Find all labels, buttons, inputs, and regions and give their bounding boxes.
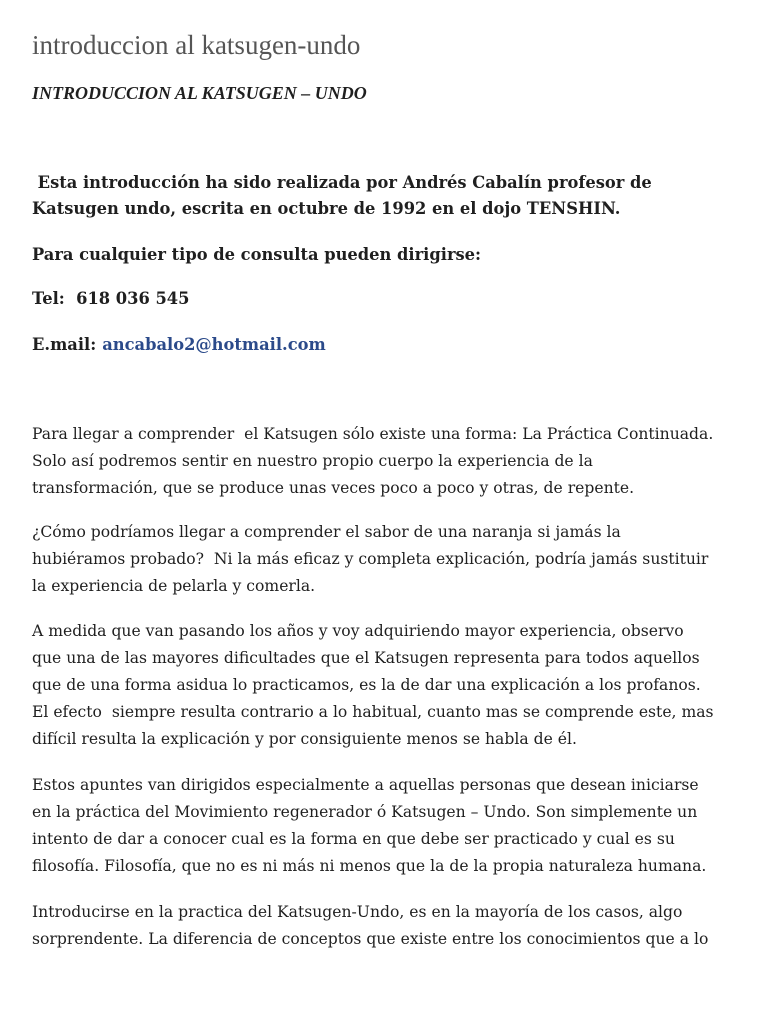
paragraph-line: difícil resulta la explicación y por consiguiente menos se habla de él. (32, 730, 577, 748)
paragraph-line: sorprendente. La diferencia de conceptos que existe entre los conocimientos que a lo (32, 930, 709, 948)
paragraph-line: Introducirse en la practica del Katsugen-Undo, es en la mayoría de los casos, algo (32, 903, 683, 921)
paragraph-line: en la práctica del Movimiento regenerador ó Katsugen – Undo. Son simplemente un (32, 803, 698, 821)
document-title: introduccion al katsugen-undo (32, 30, 361, 60)
consulta-text: Para cualquier tipo de consulta pueden dirigirse: (32, 245, 482, 264)
paragraph-line: El efecto siempre resulta contrario a lo habitual, cuanto mas se comprende este, mas (32, 703, 714, 721)
paragraph-line: intento de dar a conocer cual es la forma en que debe ser practicado y cual es su (32, 830, 675, 848)
paragraph-line: Solo así podremos sentir en nuestro propio cuerpo la experiencia de la (32, 452, 593, 470)
body-paragraph (32, 618, 744, 753)
paragraph-line: filosofía. Filosofía, que no es ni más ni menos que la de la propia naturaleza humana. (32, 857, 707, 875)
paragraph-line: la experiencia de pelarla y comerla. (32, 577, 316, 595)
email-label: E.mail: (32, 335, 97, 354)
email-link[interactable]: ancabalo2@hotmail.com (102, 335, 326, 354)
intro-line: Katsugen undo, escrita en octubre de 1992 en el dojo TENSHIN. (32, 199, 621, 218)
body-paragraph (32, 519, 744, 600)
email-row (32, 332, 744, 358)
paragraph-line: que de una forma asidua lo practicamos, es la de dar una explicación a los profanos. (32, 676, 701, 694)
document-heading: INTRODUCCION AL KATSUGEN – UNDO (32, 83, 367, 103)
paragraph-line: Para llegar a comprender el Katsugen sólo existe una forma: La Práctica Continuada. (32, 425, 714, 443)
paragraph-line: ¿Cómo podríamos llegar a comprender el sabor de una naranja si jamás la (32, 523, 621, 541)
paragraph-line: Estos apuntes van dirigidos especialmente a aquellas personas que desean iniciarse (32, 776, 699, 794)
paragraph-line: hubiéramos probado? Ni la más eficaz y completa explicación, podría jamás sustituir (32, 550, 709, 568)
intro-line: Esta introducción ha sido realizada por Andrés Cabalín profesor de (32, 173, 652, 192)
telephone-value: Tel: 618 036 545 (32, 289, 190, 308)
body-paragraph (32, 899, 744, 953)
paragraph-line: transformación, que se produce unas veces poco a poco y otras, de repente. (32, 479, 635, 497)
telephone-text (32, 286, 744, 312)
body-paragraph (32, 421, 744, 502)
intro-paragraph (32, 170, 744, 222)
paragraph-line: A medida que van pasando los años y voy adquiriendo mayor experiencia, observo (32, 622, 684, 640)
body-paragraph (32, 772, 744, 880)
paragraph-line: que una de las mayores dificultades que el Katsugen representa para todos aquellos (32, 649, 700, 667)
